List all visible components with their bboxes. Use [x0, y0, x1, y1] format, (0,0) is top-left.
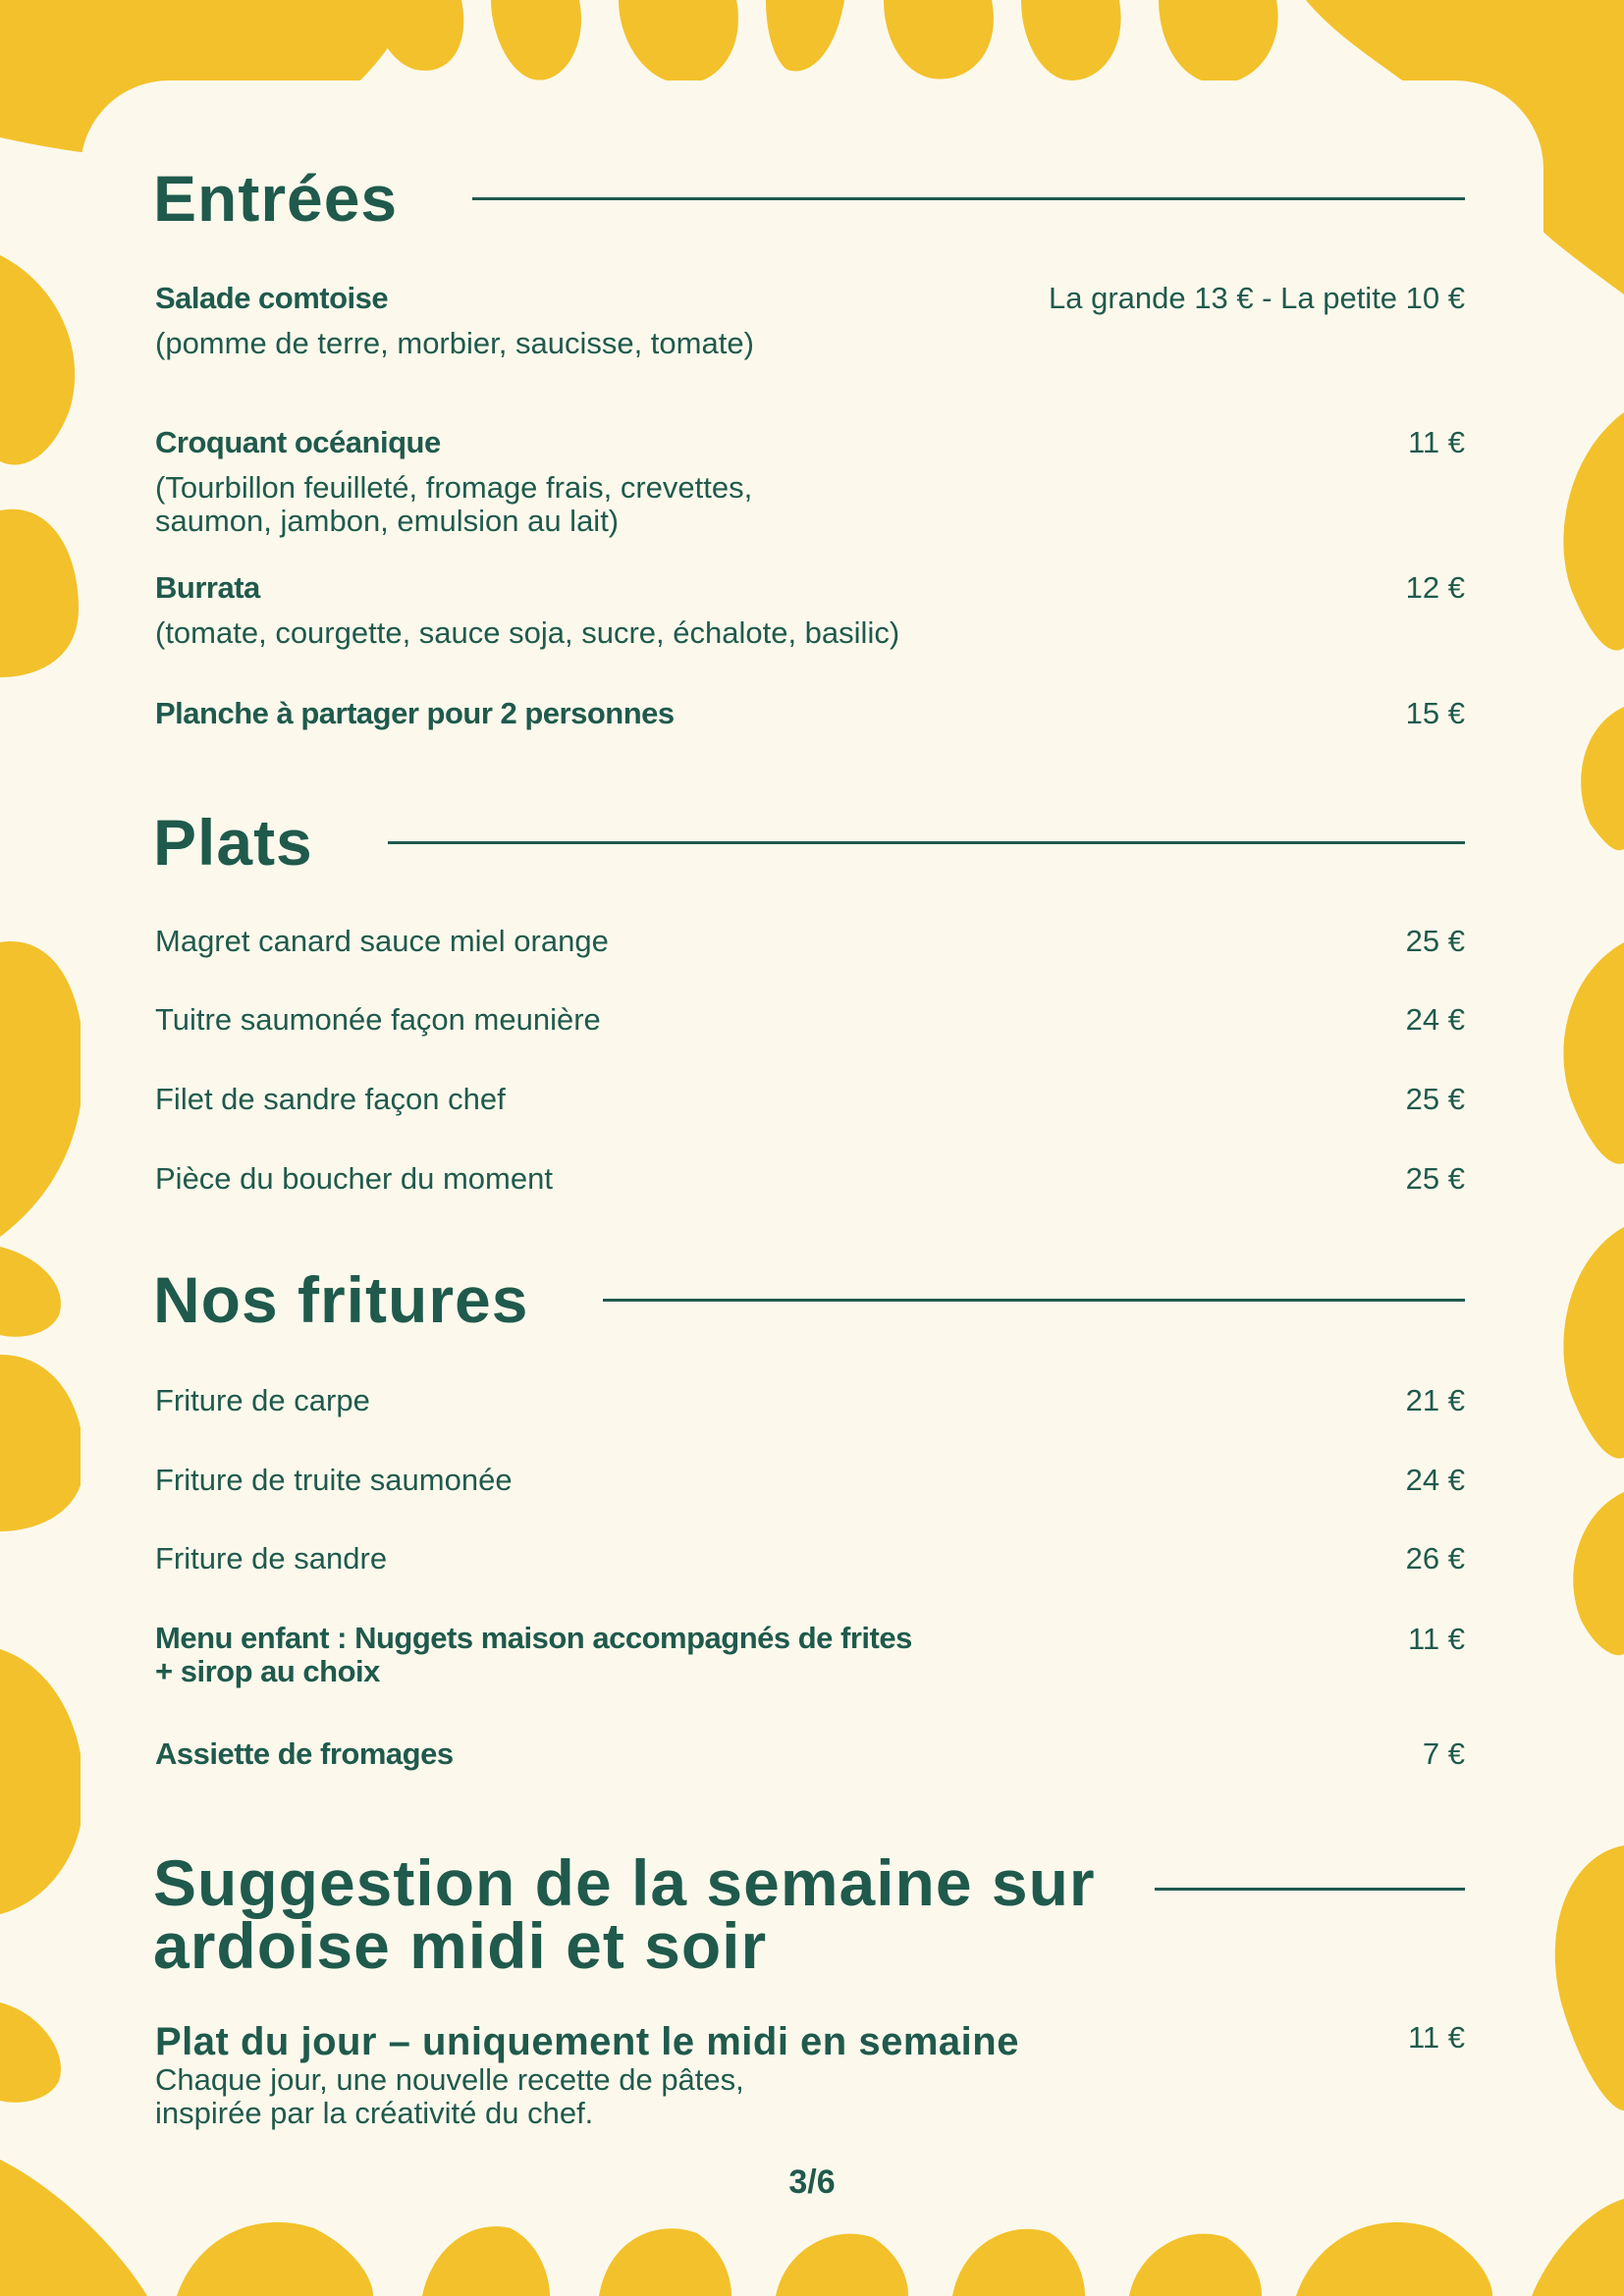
- item-name: Filet de sandre façon chef: [155, 1082, 506, 1116]
- item-price: 21 €: [1405, 1383, 1465, 1417]
- item-price: 7 €: [1422, 1736, 1465, 1771]
- section-header-plats: [153, 806, 1465, 879]
- section-title-line: ardoise midi et soir: [153, 1909, 768, 1982]
- item-name: Tuitre saumonée façon meunière: [155, 1002, 601, 1037]
- item-name: Assiette de fromages: [155, 1736, 454, 1771]
- item-price: 11 €: [1407, 2020, 1465, 2055]
- item-name: [155, 1622, 1465, 1688]
- item-price: 12 €: [1405, 570, 1465, 605]
- menu-item: [155, 1622, 1465, 1688]
- item-name: Burrata: [155, 570, 260, 605]
- item-price: 11 €: [1407, 1622, 1465, 1656]
- menu-item: [155, 1463, 1465, 1498]
- section-title: Plats: [153, 806, 313, 879]
- item-description: [155, 2063, 1465, 2130]
- item-price: 25 €: [1405, 924, 1465, 958]
- menu-item: [155, 570, 1465, 650]
- divider-line: [1155, 1888, 1465, 1891]
- section-title: [153, 1846, 1096, 1982]
- menu-item: [155, 1736, 1465, 1772]
- menu-item: [155, 425, 1465, 538]
- item-description-line: inspirée par la créativité du chef.: [155, 2096, 594, 2130]
- item-name-line: Menu enfant : Nuggets maison accompagnés de frites: [155, 1621, 912, 1655]
- item-price: La grande 13 € - La petite 10 €: [1049, 281, 1465, 315]
- menu-item: [155, 281, 1465, 360]
- item-price: 26 €: [1405, 1541, 1465, 1575]
- divider-line: [603, 1299, 1465, 1302]
- menu-item: [155, 1161, 1465, 1197]
- item-name: Salade comtoise: [155, 281, 389, 315]
- divider-line: [388, 841, 1465, 844]
- section-title: Nos fritures: [153, 1263, 529, 1336]
- menu-item: [155, 696, 1465, 731]
- section-header-fritures: [153, 1263, 1465, 1336]
- section-header-suggestion: [153, 1846, 1465, 1982]
- item-name: Planche à partager pour 2 personnes: [155, 696, 675, 730]
- menu-item: [155, 2020, 1465, 2130]
- item-name: Magret canard sauce miel orange: [155, 924, 609, 958]
- menu-item: [155, 1383, 1465, 1418]
- item-price: 25 €: [1405, 1161, 1465, 1196]
- item-name: Croquant océanique: [155, 425, 441, 459]
- item-name-line: + sirop au choix: [155, 1654, 380, 1688]
- item-name: Friture de sandre: [155, 1541, 388, 1575]
- item-name: Plat du jour – uniquement le midi en semaine: [155, 2020, 1019, 2063]
- page-number: 3/6: [788, 2163, 836, 2201]
- item-price: 15 €: [1405, 696, 1465, 730]
- menu-item: [155, 1002, 1465, 1038]
- item-name: Friture de truite saumonée: [155, 1463, 513, 1497]
- item-description-line: saumon, jambon, emulsion au lait): [155, 504, 620, 538]
- item-description: (pomme de terre, morbier, saucisse, tomate): [155, 326, 754, 360]
- item-name: Friture de carpe: [155, 1383, 370, 1417]
- item-description-line: (Tourbillon feuilleté, fromage frais, crevettes,: [155, 470, 753, 505]
- section-header-entrees: [153, 162, 1465, 235]
- item-price: 25 €: [1405, 1082, 1465, 1116]
- item-description: [155, 471, 1465, 538]
- section-title: Entrées: [153, 162, 399, 235]
- item-name: Pièce du boucher du moment: [155, 1161, 553, 1196]
- item-price: 11 €: [1407, 425, 1465, 459]
- item-price: 24 €: [1405, 1463, 1465, 1497]
- item-price: 24 €: [1405, 1002, 1465, 1037]
- menu-item: [155, 924, 1465, 959]
- section-title-line: Suggestion de la semaine sur: [153, 1846, 1096, 1919]
- menu-item: [155, 1541, 1465, 1576]
- menu-item: [155, 1082, 1465, 1117]
- item-description: (tomate, courgette, sauce soja, sucre, échalote, basilic): [155, 615, 900, 650]
- divider-line: [472, 197, 1465, 200]
- item-description-line: Chaque jour, une nouvelle recette de pâtes,: [155, 2062, 744, 2097]
